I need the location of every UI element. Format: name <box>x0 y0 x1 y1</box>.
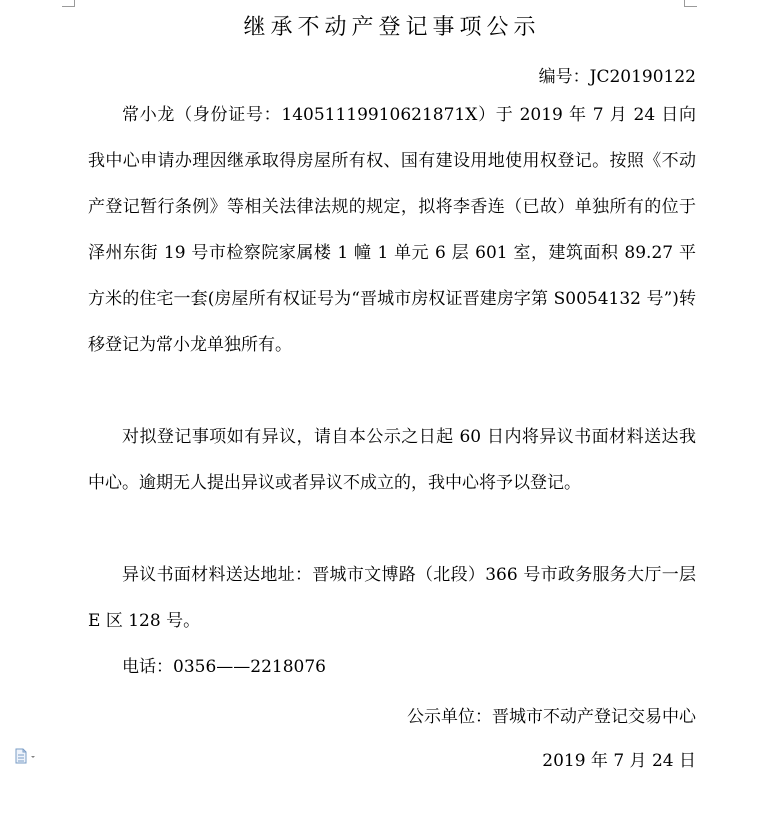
paragraph-application: 常小龙（身份证号：14051119910621871X）于 2019 年 7 月 24 日向我中心申请办理因继承取得房屋所有权、国有建设用地使用权登记。按照《不动产登记暂行条例》等相关法律法规的规定，拟将李香连（已故）单独所有的位于泽州东街 19 号市检察院家属楼 1 幢 1 单元 6 层 601 室，建筑面积 89.27 平方米的住宅一套(房屋所有权证号为“晋城市房权证晋建房字第 S0054132 号”)转移登记为常小龙单独所有。 <box>88 105 696 355</box>
page-corner-mark-left <box>62 0 75 7</box>
issuer-line: 公示单位：晋城市不动产登记交易中心 <box>407 707 696 727</box>
paragraph-objection: 对拟登记事项如有异议，请自本公示之日起 60 日内将异议书面材料送达我中心。逾期无人提出异议或者异议不成立的，我中心将予以登记。 <box>88 427 696 493</box>
document-title: 继承不动产登记事项公示 <box>243 15 541 40</box>
notice-date: 2019 年 7 月 24 日 <box>542 751 696 771</box>
paragraph-phone: 电话：0356——2218076 <box>122 657 326 677</box>
page-corner-mark-right <box>684 0 697 7</box>
paste-options-icon[interactable] <box>14 748 40 764</box>
paragraph-address: 异议书面材料送达地址：晋城市文博路（北段）366 号市政务服务大厅一层 E 区 128 号。 <box>88 565 696 631</box>
document-number: 编号：JC20190122 <box>538 67 696 87</box>
